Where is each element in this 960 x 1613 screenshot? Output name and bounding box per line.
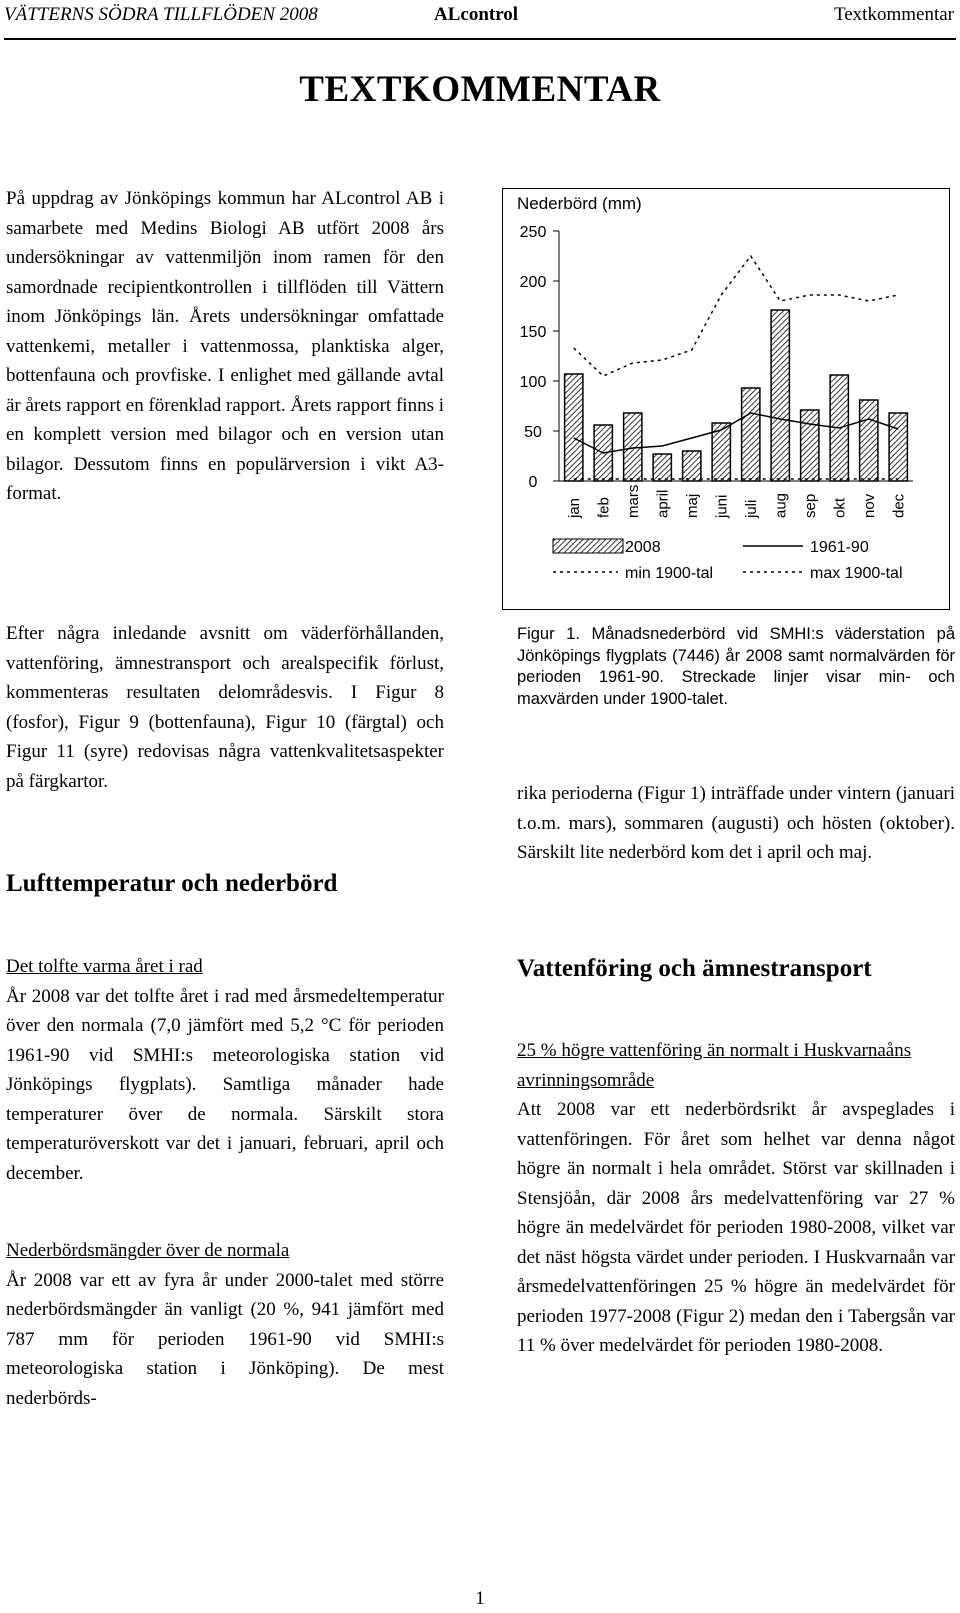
subheading-precipitation: Nederbördsmängder över de normala — [6, 1240, 290, 1261]
header-report-title: VÄTTERNS SÖDRA TILLFLÖDEN 2008 — [4, 4, 318, 25]
section-heading-weather: Lufttemperatur och nederbörd — [6, 870, 338, 897]
legend-label-min: min 1900-tal — [625, 565, 714, 582]
x-tick-label: feb — [595, 497, 613, 518]
right-continued — [517, 779, 955, 868]
x-tick-label: okt — [831, 497, 849, 518]
bar-maj — [683, 451, 701, 481]
bar-juli — [742, 388, 760, 481]
left-column — [6, 184, 444, 509]
x-tick-label: nov — [860, 493, 878, 518]
page-title: TEXTKOMMENTAR — [299, 69, 661, 110]
subheading-warm-year: Det tolfte varma året i rad — [6, 956, 203, 977]
bar-april — [653, 454, 671, 481]
page-number: 1 — [475, 1588, 485, 1609]
subheading-flow: 25 % högre vattenföring än normalt i Huskvarnaåns avrinningsområde — [517, 1040, 912, 1091]
left-column-2 — [6, 619, 444, 796]
paragraph-temperature: År 2008 var det tolfte året i rad med årsmedeltemperatur över den normala (7,0 jämfört med 5,2 °C för perioden 1961-90 vid SMHI:s meteorologiska station vid Jönköpings flygplats). Samtliga månader hade temperaturer över de normala. Särskilt stora temperaturöverskott var det i januari, februari, april och december. — [6, 985, 444, 1184]
page-header — [0, 0, 960, 40]
legend-label-2008: 2008 — [625, 539, 661, 556]
x-tick-label: maj — [683, 493, 701, 518]
x-tick-label: aug — [772, 492, 790, 518]
figure-caption-block — [517, 624, 955, 710]
chart-svg — [503, 189, 948, 608]
legend-label-max: max 1900-tal — [810, 565, 903, 582]
y-tick-label: 100 — [519, 374, 547, 391]
x-tick-label: sep — [801, 493, 819, 518]
y-tick-label: 150 — [519, 324, 547, 341]
paragraph-flow: Att 2008 var ett nederbördsrikt år avspeglades i vattenföringen. För året som helhet var denna något högre än normalt i hela området. Störst var skillnaden i Stensjöån, där 2008 års medelvattenföring var 27 % högre än medelvärdet för perioden 1980-2008, vilket var det näst högsta värdet under perioden. I Huskvarnaån var årsmedelvattenföringen 25 % högre än medelvärdet för perioden 1977-2008 (Figur 2) medan den i Tabergsån var 11 % över medelvärdet för perioden 1980-2008. — [517, 1099, 955, 1356]
series-line-1961-90 — [574, 413, 899, 453]
x-tick-label: dec — [890, 493, 908, 518]
y-tick-label: 0 — [528, 474, 538, 491]
left-section — [6, 870, 444, 898]
bar-dec — [889, 413, 907, 481]
header-rule — [4, 38, 956, 40]
y-tick-label: 50 — [524, 424, 542, 441]
bar-nov — [860, 400, 878, 481]
precipitation-chart — [502, 188, 950, 610]
x-tick-label: juni — [713, 494, 731, 518]
x-tick-label: juli — [742, 499, 760, 518]
y-tick-label: 200 — [519, 274, 547, 291]
bar-sep — [801, 410, 819, 481]
legend-swatch-2008 — [553, 539, 623, 553]
header-section: Textkommentar — [833, 4, 954, 25]
y-axis-label: Nederbörd (mm) — [517, 194, 642, 213]
left-sub1 — [6, 952, 444, 1188]
y-tick-label: 250 — [519, 224, 547, 241]
series-line-max-1900-tal — [574, 256, 899, 376]
x-tick-label: april — [654, 489, 672, 518]
x-tick-label: mars — [624, 484, 642, 518]
x-tick-label: jan — [565, 497, 583, 518]
right-section — [517, 955, 955, 983]
legend-label-normal: 1961-90 — [810, 539, 869, 556]
bar-jan — [565, 374, 583, 481]
paragraph-precipitation: År 2008 var ett av fyra år under 2000-talet med större nederbördsmängder än vanligt (20 %, 941 jämfört med 787 mm för perioden 1961-90 vid SMHI:s meteorologiska station i Jönköping). De mest nederbörds- — [6, 1269, 444, 1409]
intro-paragraph-2: Efter några inledande avsnitt om väderförhållanden, vattenföring, ämnestransport och arealspecifik förlust, kommenteras resultaten delområdesvis. I Figur 8 (fosfor), Figur 9 (bottenfauna), Figur 10 (färgtal) och Figur 11 (syre) redovisas några vattenkvalitetsaspekter på färgkartor. — [6, 623, 444, 792]
intro-paragraph-1: På uppdrag av Jönköpings kommun har ALcontrol AB i samarbete med Medins Biologi AB utfört 2008 års undersökningar av vattenmiljön inom ramen för den samordnade recipientkontrollen i tillflöden till Vättern inom Jönköpings län. Årets undersökningar omfattade vattenkemi, metaller i vattenmossa, planktiska alger, bottenfauna och provfiske. I enlighet med gällande avtal är årets rapport en förenklad rapport. Årets rapport finns i en komplett version med bilagor och en version utan bilagor. Dessutom finns en populärversion i vikt A3-format. — [6, 188, 444, 504]
paragraph-continued: rika perioderna (Figur 1) inträffade under vintern (januari t.o.m. mars), sommaren (augusti) och hösten (oktober). Särskilt lite nederbörd kom det i april och maj. — [517, 783, 955, 863]
header-company: ALcontrol — [434, 4, 519, 25]
section-heading-flow: Vattenföring och ämnestransport — [517, 955, 872, 982]
right-sub — [517, 1036, 955, 1361]
left-sub2 — [6, 1236, 444, 1413]
bar-aug — [771, 310, 789, 481]
figure-caption: Figur 1. Månadsnederbörd vid SMHI:s väderstation på Jönköpings flygplats (7446) år 2008 samt normalvärden för perioden 1961-90. Streckade linjer visar min- och maxvärden under 1900-talet. — [517, 625, 955, 708]
